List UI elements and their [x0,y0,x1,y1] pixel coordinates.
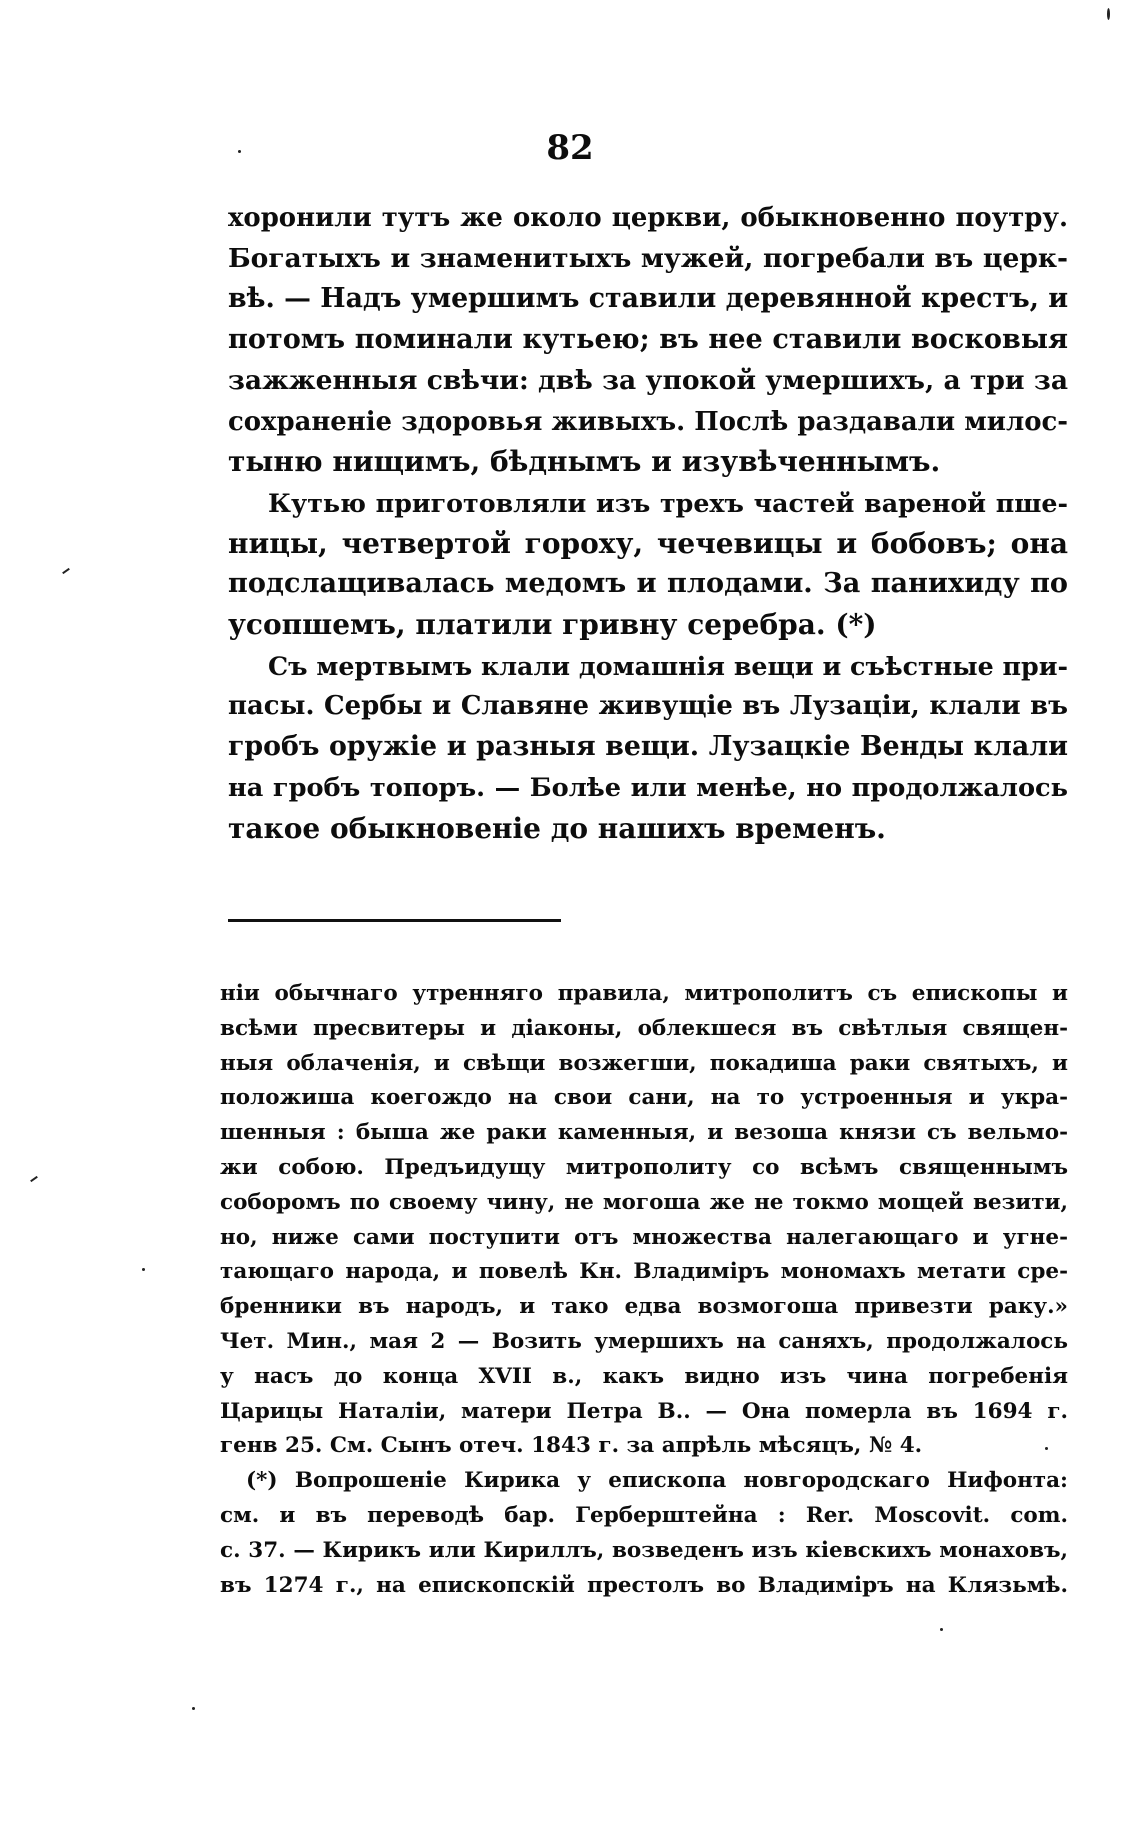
footnote-line: соборомъ по своему чину, не могоша же не токмо мощей везити, [220,1189,1068,1215]
footnote-line: см. и въ переводѣ бар. Герберштейна : Rer. Moscovit. com. [220,1502,1068,1528]
footnote-line: ныя облаченія, и свѣщи возжегши, покадиша раки святыхъ, и [220,1050,1068,1076]
text-line: Кутью приготовляли изъ трехъ частей вареной пше- [268,487,1068,518]
scan-speck [30,1176,38,1182]
footnote-line: жи собою. Предъидущу митрополиту со всѣмъ священнымъ [220,1154,1068,1180]
scan-speck [142,1268,145,1271]
page-number: 82 [546,128,594,168]
footnote-line: Чет. Мин., мая 2 — Возить умершихъ на саняхъ, продолжалось [220,1328,1068,1354]
footnote-line: Царицы Наталіи, матери Петра В.. — Она померла въ 1694 г. [220,1398,1068,1424]
text-line: хоронили тутъ же около церкви, обыкновенно поутру. [228,203,1068,233]
footnote-separator-rule [228,919,561,922]
footnote-line: но, ниже сами поступити отъ множества налегающаго и угне- [220,1224,1068,1250]
scan-speck [62,568,70,574]
text-line: подслащивалась медомъ и плодами. За панихиду по [228,568,1068,600]
footnote-line: бренники въ народъ, и тако едва возмогоша привезти раку.» [220,1294,1068,1320]
footnote-line: (*) Вопрошеніе Кирика у епископа новгородскаго Нифонта: [246,1468,1068,1494]
text-line: на гробъ топоръ. — Болѣе или менѣе, но продолжалось [228,772,1068,803]
text-line: такое обыкновеніе до нашихъ временъ. [228,811,886,845]
footnote-line: у насъ до конца XVII в., какъ видно изъ чина погребенія [220,1363,1068,1389]
scan-speck [238,150,241,153]
text-line: сохраненіе здоровья живыхъ. Послѣ раздавали милос- [228,406,1068,437]
footnotes-block [220,977,1068,1603]
main-body-text [228,198,1068,849]
text-line: ницы, четвертой гороху, чечевицы и бобовъ; она [228,526,1068,560]
footnote-line: ніи обычнаго утренняго правила, митрополитъ съ епископы и [220,981,1068,1006]
text-line: тыню нищимъ, бѣднымъ и изувѣченнымъ. [228,445,941,479]
footnote-line: всѣми пресвитеры и діаконы, облекшеся въ свѣтлыя священ- [220,1015,1068,1041]
text-line: Съ мертвымъ клали домашнія вещи и съѣстные при- [268,650,1068,681]
scan-speck [940,1628,943,1631]
text-line: усопшемъ, платили гривну серебра. (*) [228,608,877,642]
scan-speck [1107,8,1110,20]
text-line: потомъ поминали кутьею; въ нее ставили восковыя [228,324,1068,356]
text-line: пасы. Сербы и Славяне живущіе въ Лузаціи, клали въ [228,691,1068,722]
footnote-line: генв 25. См. Сынъ отеч. 1843 г. за апрѣль мѣсяцъ, № 4. [220,1433,923,1459]
footnote-line: с. 37. — Кирикъ или Кириллъ, возведенъ изъ кіевскихъ монаховъ, [220,1537,1068,1563]
footnote-line: шенныя : быша же раки каменныя, и везоша князи съ вельмо- [220,1120,1068,1146]
scan-speck [192,1707,195,1710]
footnote-line: тающаго народа, и повелѣ Кн. Владиміръ мономахъ метати сре- [220,1259,1068,1285]
text-line: вѣ. — Надъ умершимъ ставили деревянной крестъ, и [228,283,1069,315]
text-line: Богатыхъ и знаменитыхъ мужей, погребали въ церк- [228,242,1068,274]
text-line: гробъ оружіе и разныя вещи. Лузацкіе Венды клали [228,731,1068,763]
scan-speck [1045,1447,1048,1450]
footnote-line: положиша коегождо на свои сани, на то устроенныя и укра- [220,1085,1068,1111]
footnote-line: въ 1274 г., на епископскій престолъ во Владиміръ на Клязьмѣ. [220,1572,1068,1598]
text-line: зажженныя свѣчи: двѣ за упокой умершихъ, а три за [228,364,1068,396]
